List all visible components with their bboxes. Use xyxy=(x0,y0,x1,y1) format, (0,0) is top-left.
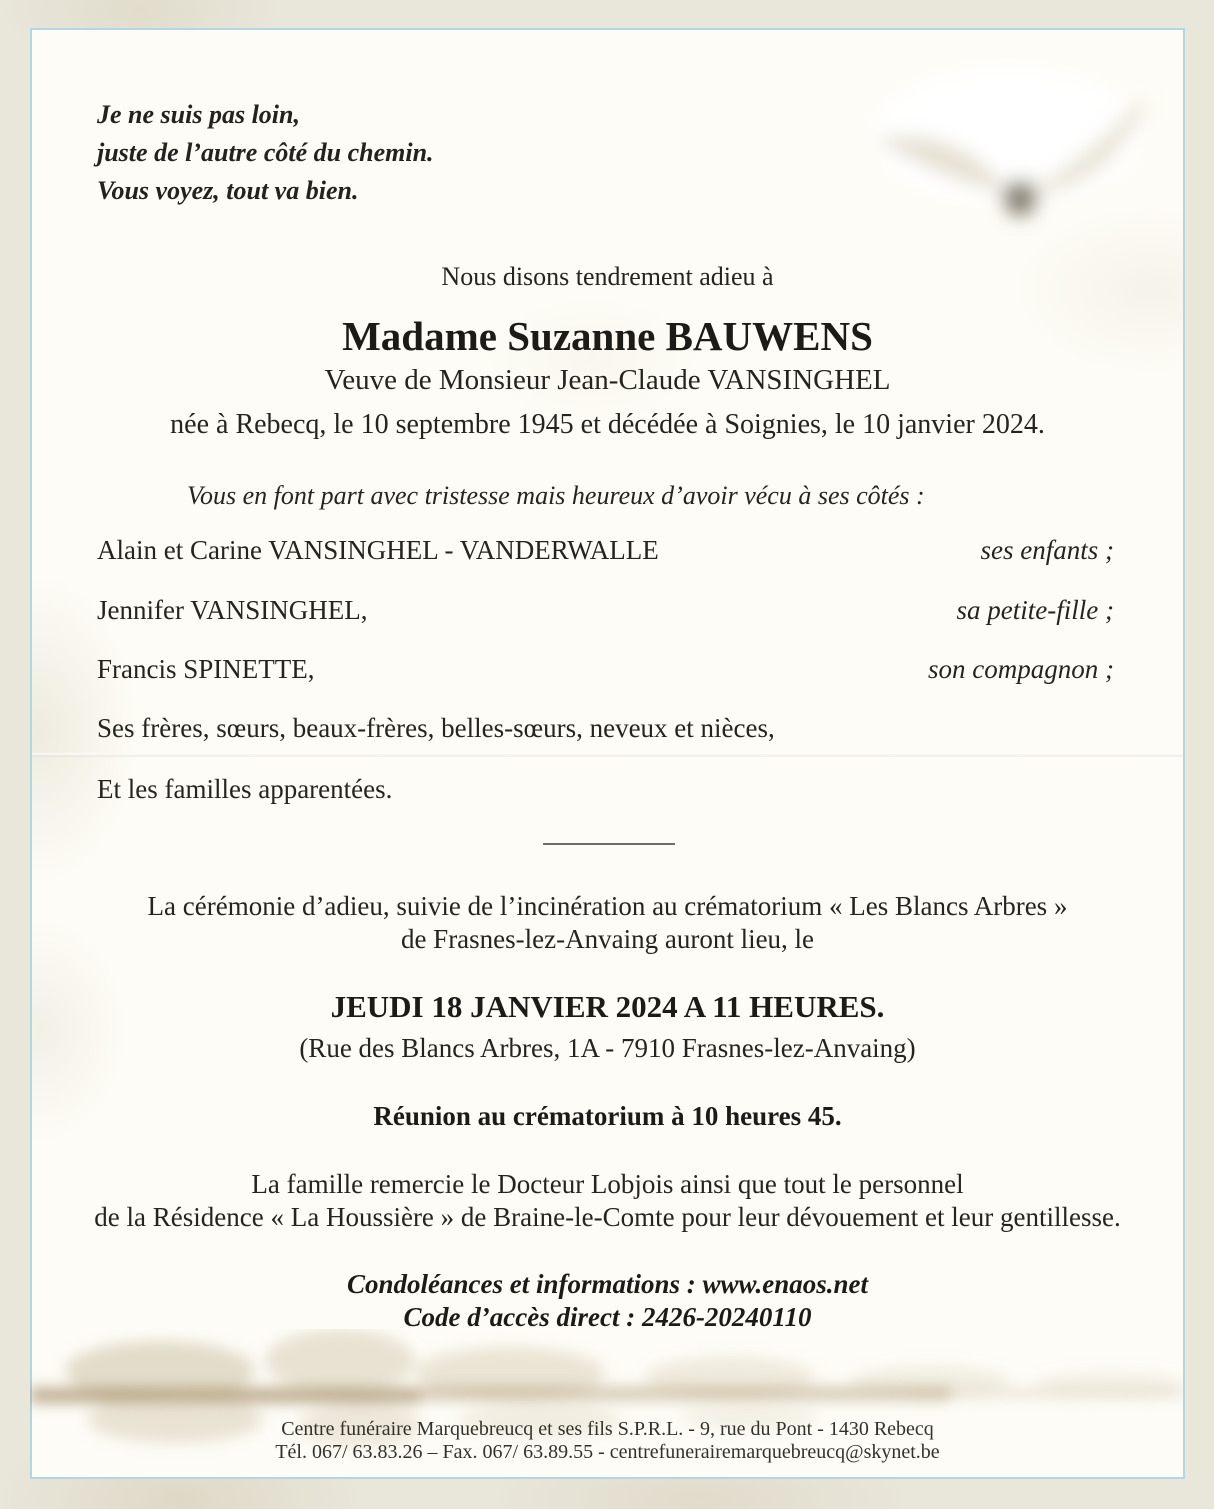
family-row xyxy=(97,774,1114,805)
announcement-intro: Nous disons tendrement adieu à xyxy=(441,262,774,291)
ceremony-datetime: JEUDI 18 JANVIER 2024 A 11 HEURES. xyxy=(330,989,885,1024)
family-row xyxy=(97,595,1114,626)
deceased-name: Madame Suzanne BAUWENS xyxy=(342,313,873,359)
dove-image xyxy=(822,30,1192,260)
family-member-name: Francis SPINETTE, xyxy=(97,654,315,684)
ceremony-line-2: de Frasnes-lez-Anvaing auront lieu, le xyxy=(400,924,815,954)
paper-fold-crease xyxy=(32,753,1183,757)
spouse-line: Veuve de Monsieur Jean-Claude VANSINGHEL xyxy=(324,364,891,396)
family-member-name: Et les familles apparentées. xyxy=(97,774,393,804)
access-code: Code d’accès direct : 2426-20240110 xyxy=(403,1302,812,1332)
funeral-home-contact: Tél. 067/ 63.83.26 – Fax. 067/ 63.89.55 - centrefunerairemarquebreucq@skynet.be xyxy=(275,1441,940,1463)
condolences-info: Condoléances et informations : www.enaos.net xyxy=(346,1269,869,1299)
family-member-name: Ses frères, sœurs, beaux-frères, belles-sœurs, neveux et nièces, xyxy=(97,713,775,743)
family-member-relation: ses enfants ; xyxy=(980,535,1114,565)
family-row xyxy=(97,535,1114,566)
poem-line: juste de l’autre côté du chemin. xyxy=(97,138,434,167)
family-member-relation: sa petite-fille ; xyxy=(956,595,1114,625)
poem-line: Je ne suis pas loin, xyxy=(97,100,300,129)
life-dates: née à Rebecq, le 10 septembre 1945 et décédée à Soignies, le 10 janvier 2024. xyxy=(170,409,1045,440)
family-row xyxy=(97,713,1114,744)
paper-sheet xyxy=(30,28,1185,1479)
section-divider xyxy=(543,843,675,845)
family-row xyxy=(97,654,1114,685)
thanks-line-2: de la Résidence « La Houssière » de Braine-le-Comte pour leur dévouement et leur gentillesse. xyxy=(94,1202,1121,1232)
thanks-line-1: La famille remercie le Docteur Lobjois ainsi que tout le personnel xyxy=(251,1169,964,1199)
poem-line: Vous voyez, tout va bien. xyxy=(97,176,359,205)
family-intro: Vous en font part avec tristesse mais heureux d’avoir vécu à ses côtés : xyxy=(187,481,925,510)
opening-poem xyxy=(97,96,434,210)
family-member-relation: son compagnon ; xyxy=(928,654,1114,684)
funeral-home-address: Centre funéraire Marquebreucq et ses fils S.P.R.L. - 9, rue du Pont - 1430 Rebecq xyxy=(281,1418,934,1440)
family-member-name: Alain et Carine VANSINGHEL - VANDERWALLE xyxy=(97,535,659,565)
family-member-name: Jennifer VANSINGHEL, xyxy=(97,595,368,625)
ceremony-address: (Rue des Blancs Arbres, 1A - 7910 Frasnes-lez-Anvaing) xyxy=(299,1033,916,1063)
ceremony-line-1: La cérémonie d’adieu, suivie de l’incinération au crématorium « Les Blancs Arbres » xyxy=(147,891,1068,921)
meeting-info: Réunion au crématorium à 10 heures 45. xyxy=(373,1101,842,1131)
